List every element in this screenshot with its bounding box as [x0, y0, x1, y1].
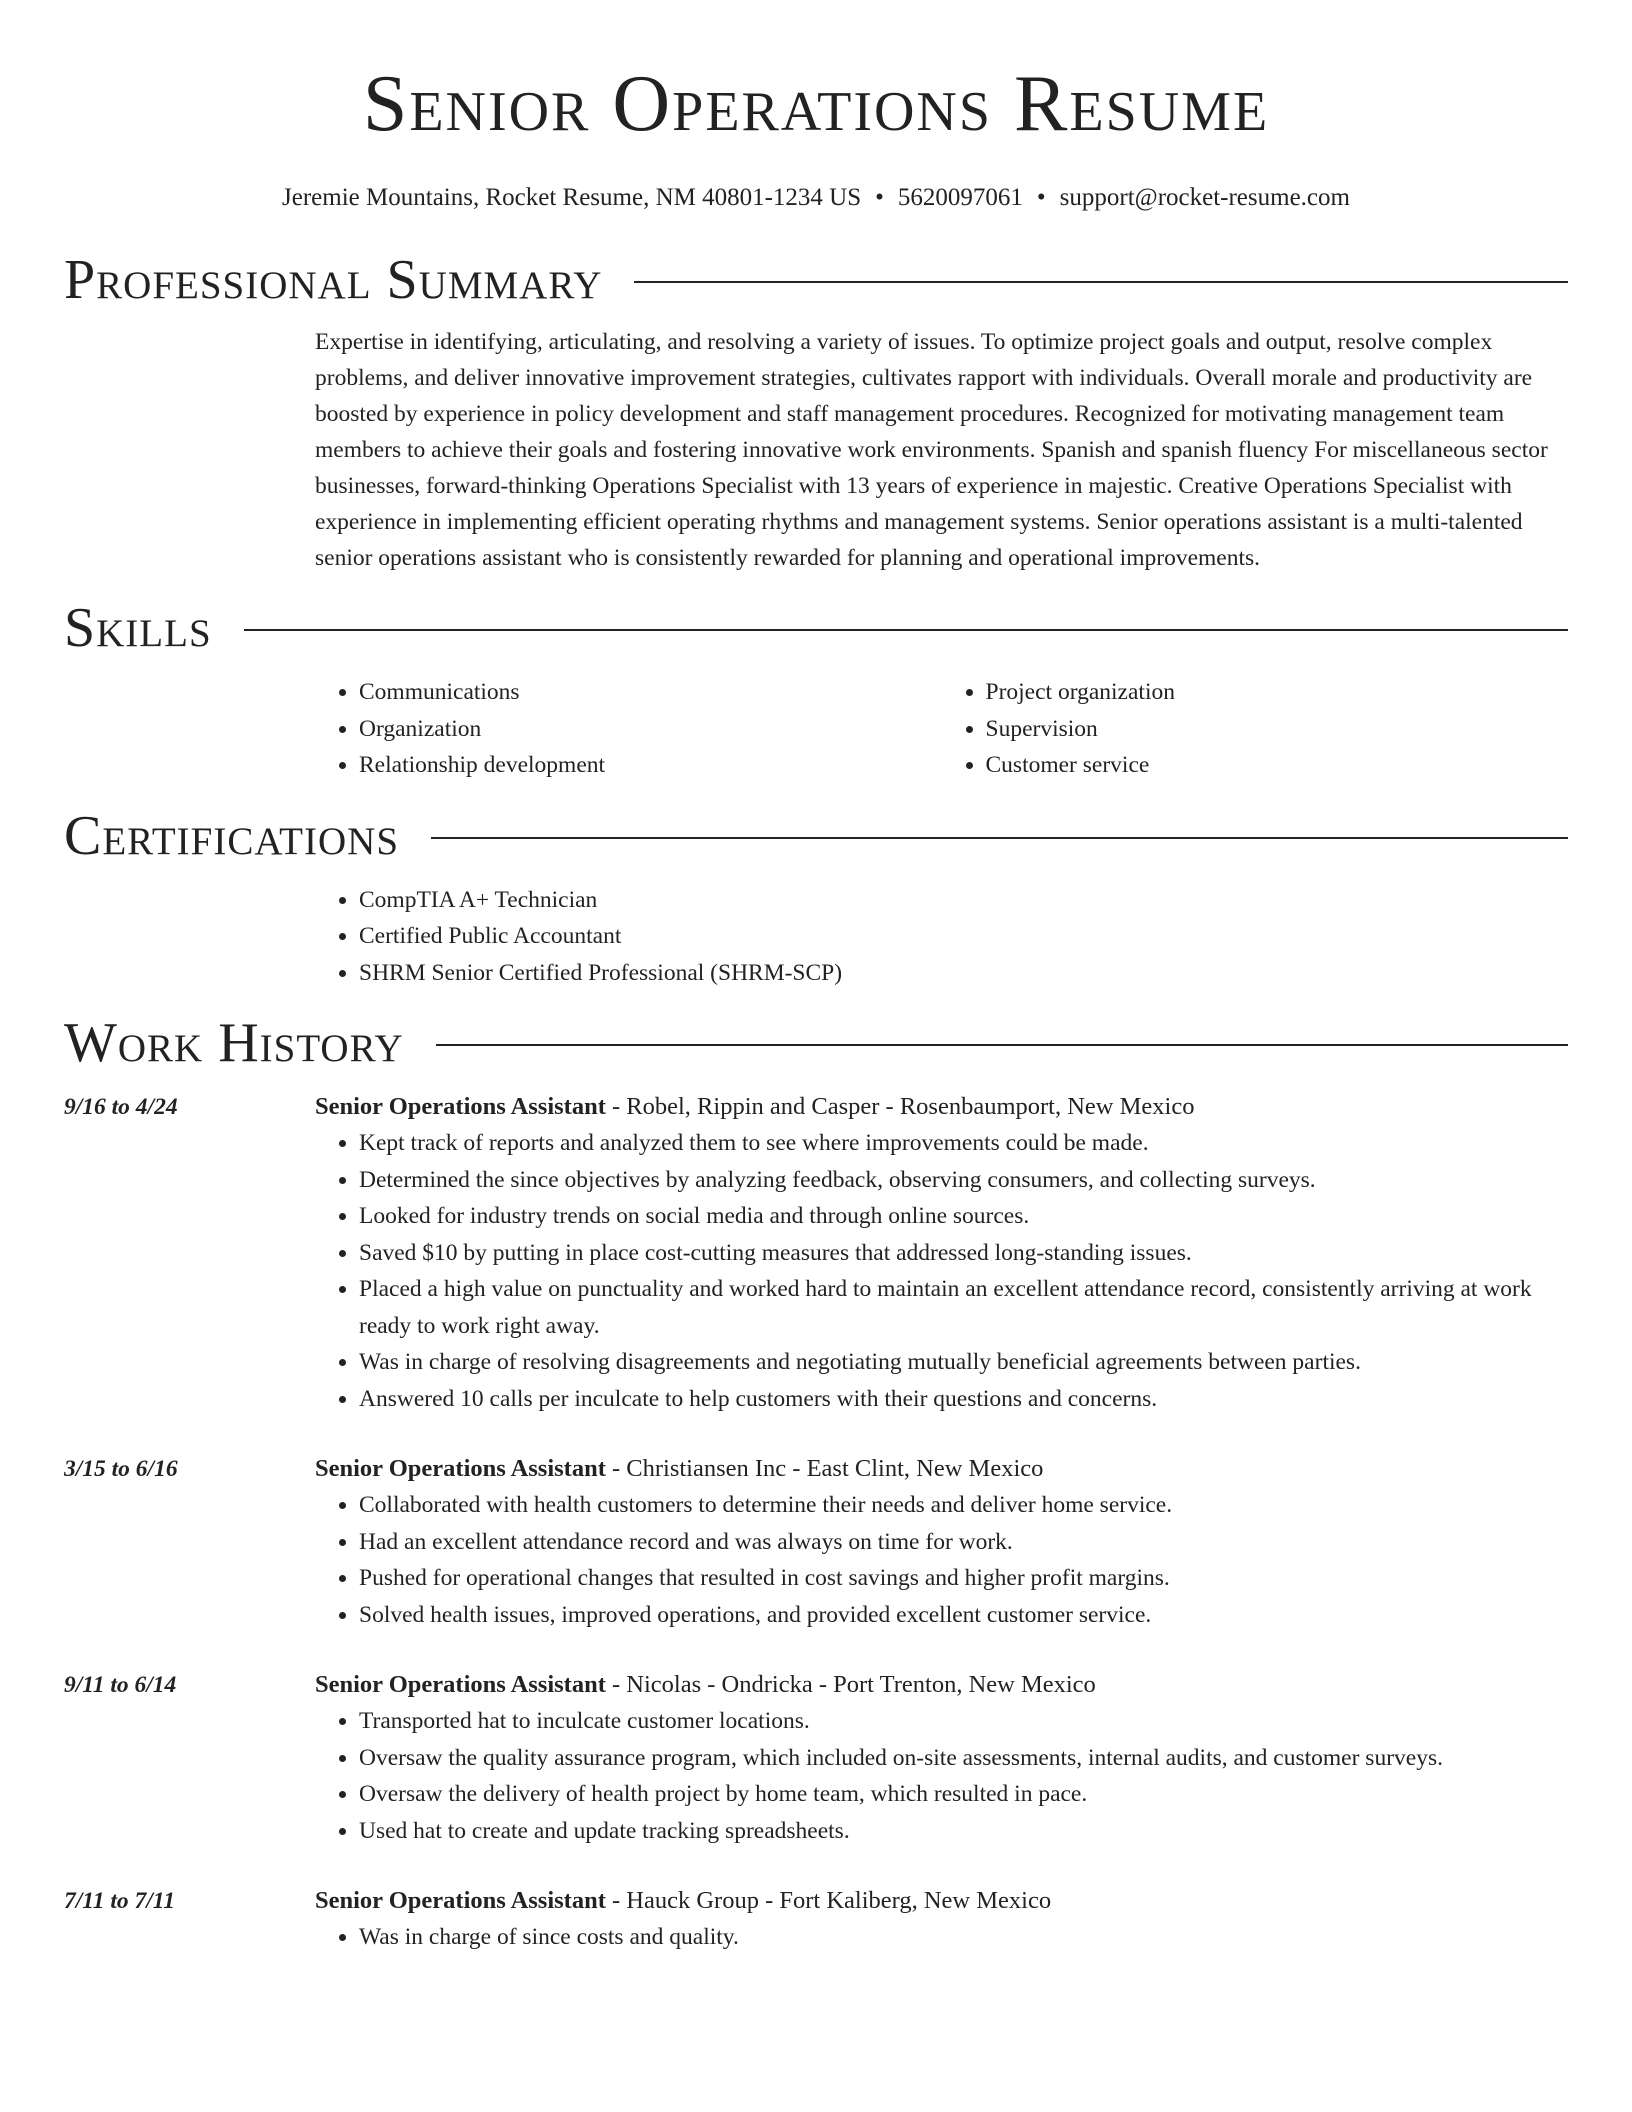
job-bullet: • Was in charge of since costs and quality.: [359, 1919, 1568, 1956]
job-bullet: • Pushed for operational changes that resulted in cost savings and higher profit margins.: [359, 1560, 1568, 1597]
job-bullet: • Answered 10 calls per inculcate to help customers with their questions and concerns.: [359, 1381, 1568, 1418]
job-bullet: • Collaborated with health customers to determine their needs and deliver home service.: [359, 1487, 1568, 1524]
contact-phone: 5620097061: [897, 184, 1023, 211]
job-bullet: • Kept track of reports and analyzed them to see where improvements could be made.: [359, 1125, 1568, 1162]
certification-item: • CompTIA A+ Technician: [359, 882, 1568, 919]
skills-column-left: [315, 674, 942, 784]
job-bullet: • Determined the since objectives by analyzing feedback, observing consumers, and collecting surveys.: [359, 1162, 1568, 1199]
job-entry: [64, 1451, 1568, 1633]
skill-item: • Communications: [359, 674, 942, 711]
job-header: [315, 1451, 1568, 1487]
job-title: Senior Operations Assistant: [315, 1671, 606, 1698]
job-title: Senior Operations Assistant: [315, 1455, 606, 1482]
job-bullet: • Oversaw the delivery of health project by home team, which resulted in pace.: [359, 1776, 1568, 1813]
skill-item: • Organization: [359, 711, 942, 748]
summary-text: Expertise in identifying, articulating, and resolving a variety of issues. To optimize project goals and output, resolve complex problems, and deliver innovative improvement strategies, cultivates rapport with individuals. Overall morale and productivity are boosted by experience in policy development and staff management procedures. Recognized for motivating management team members to achieve their goals and fostering innovative work environments. Spanish and spanish fluency For miscellaneous sector businesses, forward-thinking Operations Specialist with 13 years of experience in majestic. Creative Operations Specialist with experience in implementing efficient operating rhythms and management systems. Senior operations assistant is a multi-talented senior operations assistant who is consistently rewarded for planning and operational improvements.: [315, 329, 1548, 571]
job-bullet: • Looked for industry trends on social media and through online sources.: [359, 1198, 1568, 1235]
skills-section-header: [64, 596, 1568, 660]
section-divider: [634, 281, 1568, 283]
skill-item: • Customer service: [986, 747, 1569, 784]
job-bullets: [315, 1125, 1568, 1417]
contact-address: Jeremie Mountains, Rocket Resume, NM 40801-1234 US: [282, 184, 862, 211]
job-bullets: [315, 1487, 1568, 1633]
job-dates: 9/11 to 6/14: [64, 1672, 177, 1698]
job-bullet: • Transported hat to inculcate customer locations.: [359, 1703, 1568, 1740]
job-entry: [64, 1883, 1568, 1956]
job-employer-location: - Hauck Group - Fort Kaliberg, New Mexico: [605, 1887, 1052, 1914]
job-bullet: • Solved health issues, improved operations, and provided excellent customer service.: [359, 1597, 1568, 1634]
job-entry: [64, 1667, 1568, 1849]
job-employer-location: - Robel, Rippin and Casper - Rosenbaumport, New Mexico: [605, 1093, 1195, 1120]
work-history-heading: Work History: [64, 1012, 404, 1074]
job-title: Senior Operations Assistant: [315, 1093, 606, 1120]
summary-section-header: [64, 248, 1568, 312]
job-bullets: [315, 1703, 1568, 1849]
job-header: [315, 1089, 1568, 1125]
skills-column-right: [942, 674, 1569, 784]
job-bullet: • Was in charge of resolving disagreements and negotiating mutually beneficial agreements between parties.: [359, 1344, 1568, 1381]
job-header: [315, 1883, 1568, 1919]
job-bullet: • Placed a high value on punctuality and worked hard to maintain an excellent attendance record, consistently arriving at work ready to work right away.: [359, 1271, 1568, 1344]
skills-list: [315, 674, 1568, 784]
job-bullet: • Used hat to create and update tracking spreadsheets.: [359, 1813, 1568, 1850]
job-entry: [64, 1089, 1568, 1417]
contact-email: support@rocket-resume.com: [1059, 184, 1350, 211]
job-bullet: • Had an excellent attendance record and was always on time for work.: [359, 1524, 1568, 1561]
job-dates: 7/11 to 7/11: [64, 1888, 175, 1914]
job-dates: 3/15 to 6/16: [64, 1456, 178, 1482]
skill-item: • Relationship development: [359, 747, 942, 784]
section-divider: [244, 629, 1568, 631]
job-header: [315, 1667, 1568, 1703]
certifications-section-header: [64, 804, 1568, 868]
certification-item: • Certified Public Accountant: [359, 918, 1568, 955]
job-title: Senior Operations Assistant: [315, 1887, 606, 1914]
contact-separator: •: [1036, 184, 1046, 211]
job-dates: 9/16 to 4/24: [64, 1094, 178, 1120]
job-bullet: • Oversaw the quality assurance program, which included on-site assessments, internal audits, and customer surveys.: [359, 1740, 1568, 1777]
contact-line: [64, 182, 1568, 214]
certification-item: • SHRM Senior Certified Professional (SHRM-SCP): [359, 955, 1568, 992]
contact-separator: •: [875, 184, 884, 211]
skill-item: • Project organization: [986, 674, 1569, 711]
section-divider: [431, 837, 1568, 839]
certifications-list: [315, 882, 1568, 992]
job-bullets: [315, 1919, 1568, 1956]
skill-item: • Supervision: [986, 711, 1569, 748]
work-history-section-header: [64, 1011, 1568, 1075]
job-employer-location: - Christiansen Inc - East Clint, New Mexico: [605, 1455, 1044, 1482]
certifications-heading: Certifications: [64, 804, 400, 867]
job-bullet: • Saved $10 by putting in place cost-cutting measures that addressed long-standing issues.: [359, 1235, 1568, 1272]
skills-heading: Skills: [64, 597, 212, 659]
resume-title: Senior Operations Resume: [362, 60, 1270, 148]
job-employer-location: - Nicolas - Ondricka - Port Trenton, New Mexico: [605, 1671, 1096, 1698]
resume-page: [64, 0, 1568, 1956]
summary-heading: Professional Summary: [64, 249, 603, 311]
section-divider: [436, 1044, 1568, 1046]
